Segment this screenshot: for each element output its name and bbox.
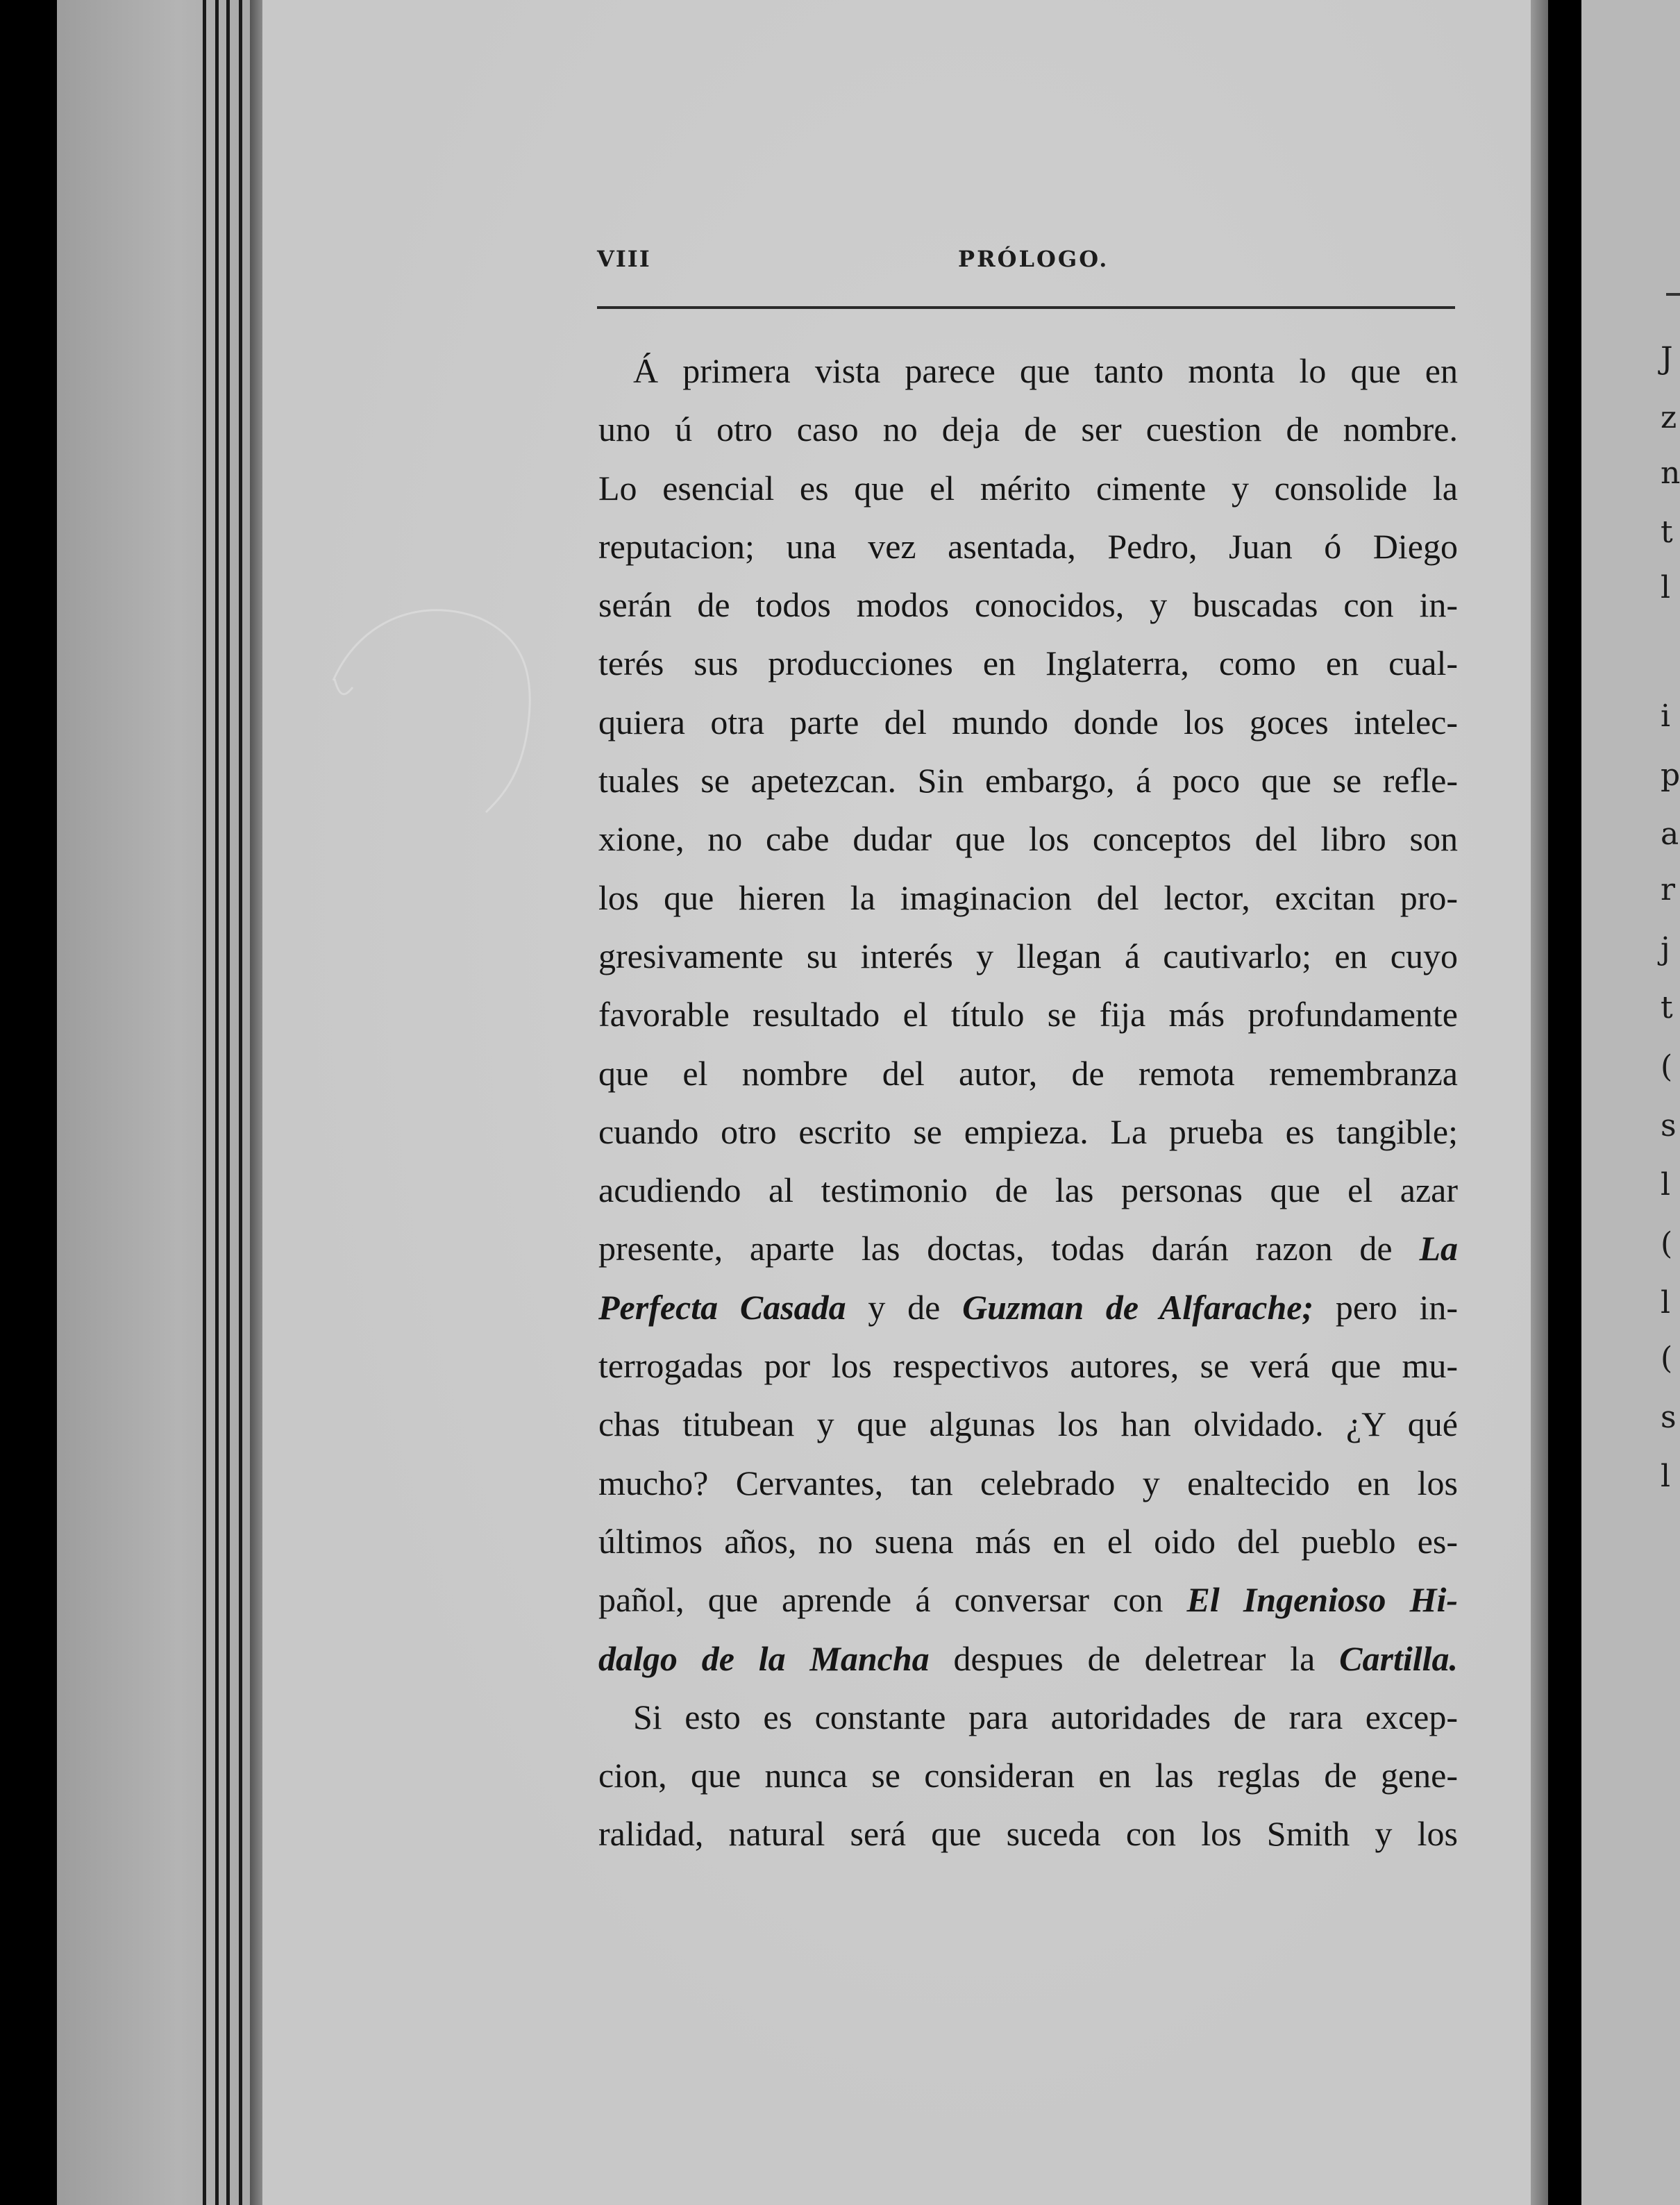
next-page-letter: l <box>1661 1459 1671 1494</box>
text-line: acudiendo al testimonio de las personas que el azar <box>598 1171 1458 1210</box>
text-run: presente, aparte las doctas, todas darán razon de <box>598 1229 1393 1268</box>
text-line: reputacion; una vez asentada, Pedro, Juan ó Diego <box>598 526 1458 566</box>
text-line: terés sus producciones en Inglaterra, como en cual- <box>598 644 1458 683</box>
running-head <box>597 242 1458 283</box>
text-line: que el nombre del autor, de remota remembranza <box>598 1053 1458 1093</box>
next-page-letter: s <box>1661 1108 1677 1143</box>
body-text <box>598 342 1458 1863</box>
page-binding-shadow <box>250 0 262 2205</box>
text-line: chas titubean y que algunas los han olvidado. ¿Y qué <box>598 1405 1458 1444</box>
text-line: Si esto es constante para autoridades de rara excep- <box>633 1697 1458 1736</box>
page-number: VIII <box>597 246 651 272</box>
text-line: tuales se apetezcan. Sin embargo, á poco que se refle- <box>598 761 1458 800</box>
book-title-italic: Cartilla. <box>1339 1638 1458 1678</box>
next-page-letter: i <box>1661 698 1671 734</box>
next-page-letter: l <box>1661 1285 1671 1321</box>
page-stack-edges <box>57 0 258 2205</box>
book-title-italic: dalgo de la Mancha <box>598 1638 930 1678</box>
text-line: últimos años, no suena más en el oido del pueblo es- <box>598 1521 1458 1561</box>
next-page-letter: a <box>1661 816 1679 852</box>
running-title: PRÓLOGO. <box>958 246 1109 272</box>
text-line: cuando otro escrito se empieza. La prueba es tangible; <box>598 1112 1458 1151</box>
next-page-letter: ( <box>1661 1049 1673 1084</box>
text-run: y de <box>868 1287 941 1327</box>
book-title-italic: La <box>1419 1229 1458 1268</box>
next-page-sliver <box>1581 0 1680 2205</box>
book-title-italic: El Ingenioso Hi- <box>1186 1580 1458 1620</box>
text-line: los que hieren la imaginacion del lector, excitan pro- <box>598 878 1458 917</box>
text-line <box>598 1629 1458 1688</box>
text-line: uno ú otro caso no deja de ser cuestion de nombre. <box>598 410 1458 449</box>
text-line: mucho? Cervantes, tan celebrado y enaltecido en los <box>598 1463 1458 1502</box>
next-page-letter: t <box>1661 990 1673 1025</box>
next-page-letter: ( <box>1661 1226 1673 1261</box>
text-run: despues de deletrear la <box>953 1638 1316 1678</box>
header-rule <box>597 306 1455 309</box>
text-line <box>598 1570 1458 1629</box>
next-page-letter: n <box>1661 455 1680 491</box>
page-edge-line <box>215 0 219 2205</box>
text-line: gresivamente su interés y llegan á cautivarlo; en cuyo <box>598 936 1458 975</box>
text-line: quiera otra parte del mundo donde los goces intelec- <box>598 702 1458 741</box>
text-line: ralidad, natural será que suceda con los Smith y los <box>598 1814 1458 1854</box>
text-line: serán de todos modos conocidos, y buscadas con in- <box>598 585 1458 625</box>
book-title-italic: Guzman de Alfarache; <box>962 1287 1314 1327</box>
next-page-letter: r <box>1661 872 1676 907</box>
next-page-letter: s <box>1661 1400 1677 1435</box>
text-line: terrogadas por los respectivos autores, se verá que mu- <box>598 1346 1458 1386</box>
text-line: Lo esencial es que el mérito cimente y consolide la <box>598 468 1458 508</box>
next-page-rule <box>1666 293 1680 296</box>
text-line: cion, que nunca se consideran en las reglas de gene- <box>598 1756 1458 1795</box>
next-page-letter: ( <box>1661 1341 1673 1376</box>
pencil-mark <box>319 590 583 826</box>
text-line: Á primera vista parece que tanto monta lo que en <box>633 351 1458 390</box>
book-title-italic: Perfecta Casada <box>598 1287 846 1327</box>
text-line: xione, no cabe dudar que los conceptos del libro son <box>598 819 1458 859</box>
next-page-letter: l <box>1661 570 1671 605</box>
page-edge-line <box>239 0 242 2205</box>
next-page-letter: J <box>1661 341 1673 376</box>
text-line <box>598 1219 1458 1277</box>
next-page-letter: j <box>1661 931 1670 966</box>
next-page-letter: z <box>1661 400 1677 435</box>
next-page-letter: t <box>1661 514 1673 550</box>
page-edge-line <box>203 0 206 2205</box>
page-edge-line <box>226 0 230 2205</box>
text-line <box>598 1278 1458 1336</box>
next-page-letter: p <box>1661 757 1680 793</box>
text-run: pañol, que aprende á conversar con <box>598 1580 1164 1620</box>
text-line: favorable resultado el título se fija más profundamente <box>598 995 1458 1034</box>
text-run: pero in- <box>1335 1287 1458 1327</box>
next-page-letter: l <box>1661 1167 1671 1202</box>
page-right-shadow <box>1531 0 1548 2205</box>
gutter <box>1548 0 1581 2205</box>
